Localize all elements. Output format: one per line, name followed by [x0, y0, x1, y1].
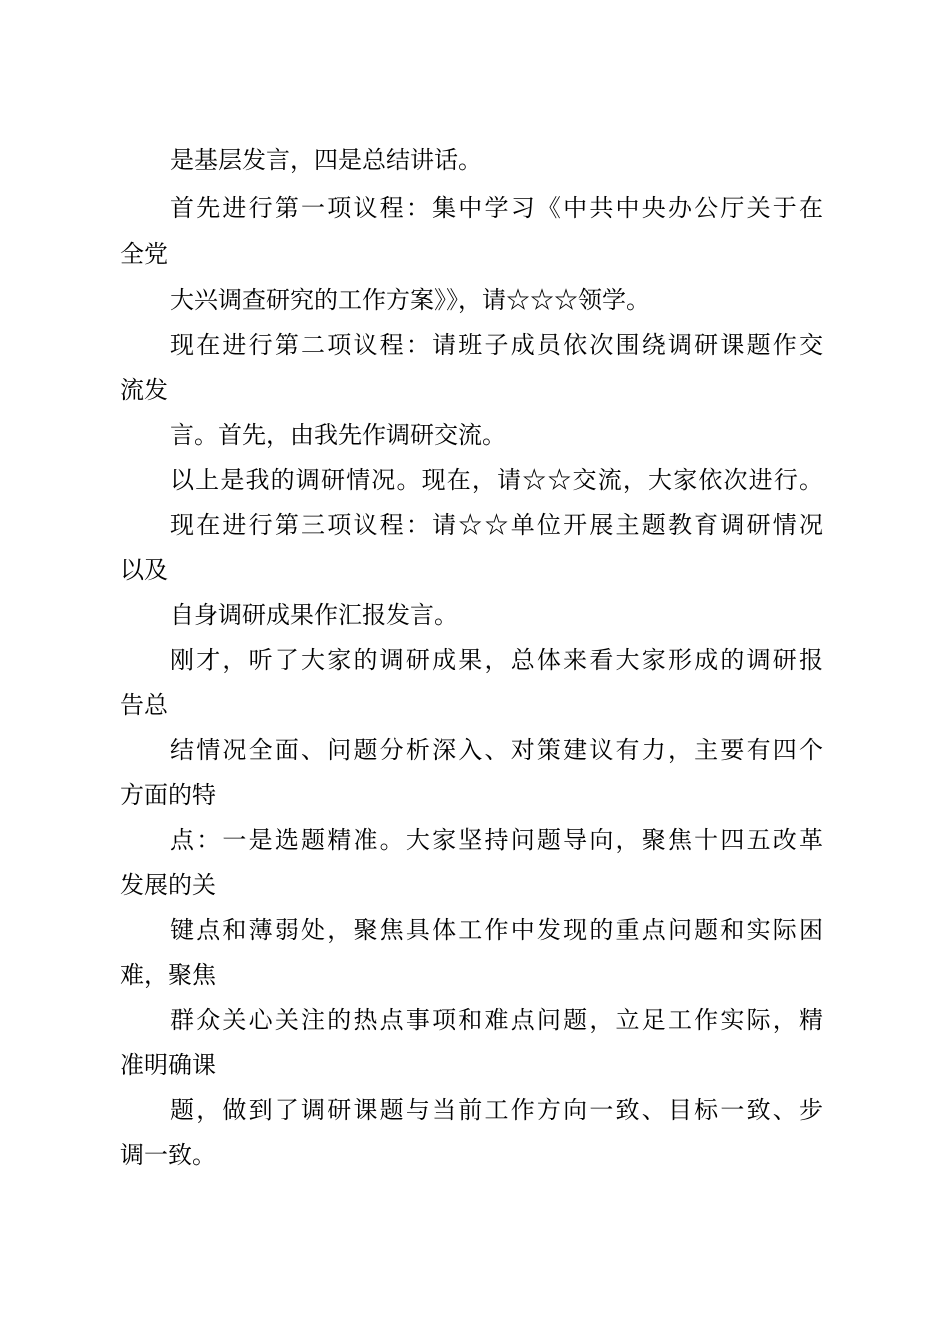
text-line: 言。首先，由我先作调研交流。 — [170, 421, 506, 449]
text-line: 点：一是选题精准。大家坚持问题导向，聚焦十四五改革 — [170, 826, 823, 854]
text-line: 准明确课 — [120, 1051, 216, 1079]
text-line: 方面的特 — [120, 781, 216, 809]
text-line: 以及 — [120, 556, 168, 584]
text-line: 告总 — [120, 691, 168, 719]
text-line: 题，做到了调研课题与当前工作方向一致、目标一致、步 — [170, 1096, 823, 1124]
text-line: 难，聚焦 — [120, 961, 216, 989]
text-line: 以上是我的调研情况。现在，请☆☆交流，大家依次进行。 — [170, 466, 823, 494]
text-line: 全党 — [120, 240, 168, 268]
text-line: 大兴调查研究的工作方案》》，请☆☆☆领学。 — [170, 286, 650, 314]
text-line: 调一致。 — [120, 1141, 216, 1169]
text-line: 自身调研成果作汇报发言。 — [170, 601, 458, 629]
text-line: 键点和薄弱处，聚焦具体工作中发现的重点问题和实际困 — [170, 916, 823, 944]
text-line: 结情况全面、问题分析深入、对策建议有力，主要有四个 — [170, 736, 823, 764]
text-line: 流发 — [120, 376, 168, 404]
text-line: 首先进行第一项议程：集中学习《中共中央办公厅关于在 — [170, 194, 823, 222]
text-line: 现在进行第二项议程：请班子成员依次围绕调研课题作交 — [170, 331, 823, 359]
text-line: 是基层发言，四是总结讲话。 — [170, 146, 482, 174]
text-line: 现在进行第三项议程：请☆☆单位开展主题教育调研情况 — [170, 511, 823, 539]
text-line: 发展的关 — [120, 871, 216, 899]
text-line: 群众关心关注的热点事项和难点问题，立足工作实际，精 — [170, 1006, 823, 1034]
text-line: 刚才，听了大家的调研成果，总体来看大家形成的调研报 — [170, 646, 823, 674]
